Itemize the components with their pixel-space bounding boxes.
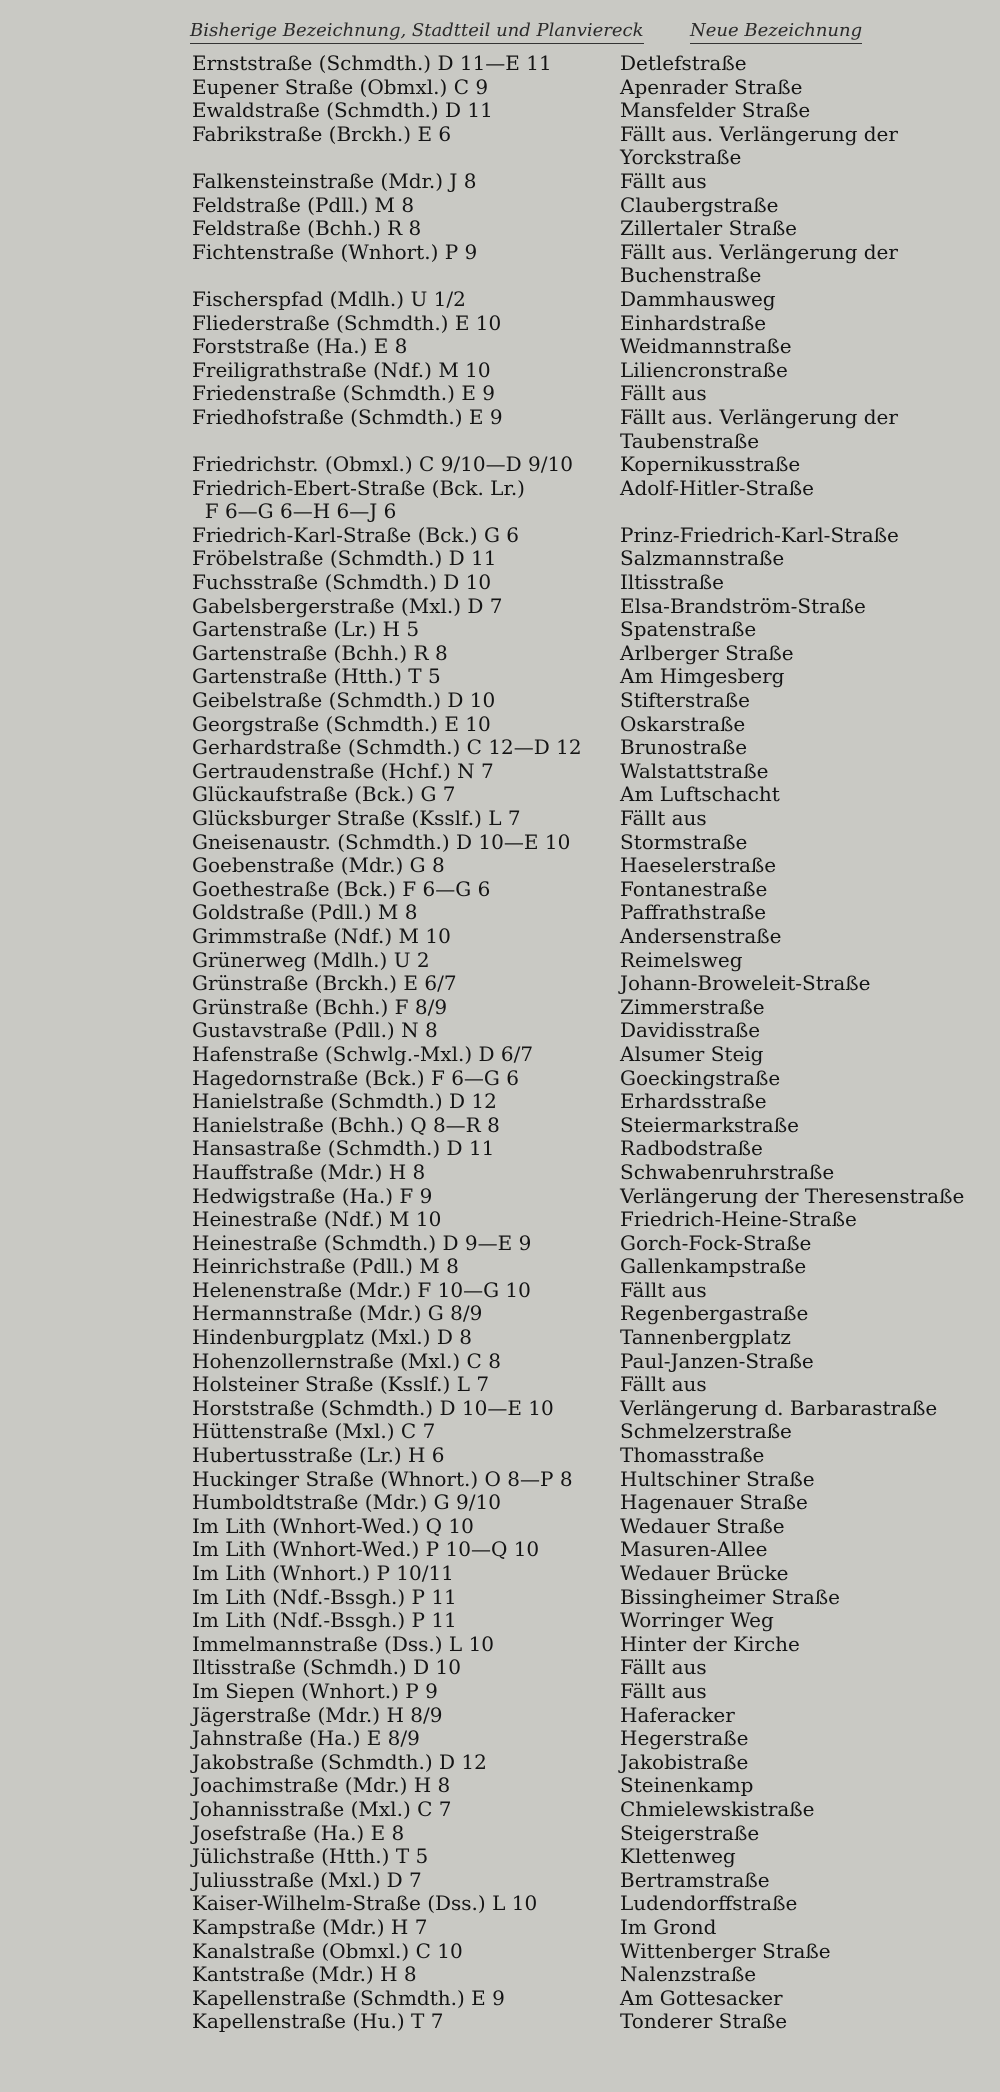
new-street-name: Hinter der Kirche: [620, 1631, 800, 1656]
old-street-name: Goethestraße (Bck.) F 6—G 6: [192, 876, 491, 901]
old-street-name: Kanalstraße (Obmxl.) C 10: [192, 1938, 463, 1963]
new-street-name: Chmielewskistraße: [620, 1796, 815, 1821]
new-street-name: Am Himgesberg: [620, 664, 785, 689]
old-street-name: Heinrichstraße (Pdll.) M 8: [192, 1254, 459, 1279]
list-item: [192, 1185, 987, 1209]
list-item: [192, 335, 987, 359]
new-street-name: Bissingheimer Straße: [620, 1584, 840, 1609]
old-street-name: Eupener Straße (Obmxl.) C 9: [192, 74, 489, 99]
old-street-name: Humboldtstraße (Mdr.) G 9/10: [192, 1490, 501, 1515]
list-item: [192, 1845, 987, 1869]
old-street-name: Friedenstraße (Schmdth.) E 9: [192, 381, 495, 406]
list-item: [192, 1114, 987, 1138]
old-street-name: Im Lith (Wnhort.) P 10/11: [192, 1561, 454, 1585]
list-item: [192, 1420, 987, 1444]
old-street-name: Freiligrathstraße (Ndf.) M 10: [192, 357, 491, 382]
list-item: [192, 1586, 987, 1610]
old-street-name: Ewaldstraße (Schmdth.) D 11: [192, 98, 493, 123]
new-street-name: Andersenstraße: [620, 923, 782, 948]
list-item: [192, 477, 987, 524]
list-item: [192, 1444, 987, 1468]
old-street-name: Immelmannstraße (Dss.) L 10: [192, 1631, 495, 1656]
old-street-name: Kaiser-Wilhelm-Straße (Dss.) L 10: [192, 1891, 538, 1916]
old-street-name: Fabrikstraße (Brckh.) E 6: [192, 121, 452, 146]
list-item: [192, 217, 987, 241]
old-street-name: Hafenstraße (Schwlg.-Mxl.) D 6/7: [192, 1041, 534, 1066]
list-item: [192, 1704, 987, 1728]
old-street-name: Jakobstraße (Schmdth.) D 12: [192, 1749, 487, 1774]
list-item: [192, 1255, 987, 1279]
old-street-name: Hanielstraße (Bchh.) Q 8—R 8: [192, 1112, 500, 1137]
old-street-name: Joachimstraße (Mdr.) H 8: [192, 1773, 451, 1798]
old-street-name: Fliederstraße (Schmdth.) E 10: [192, 310, 502, 335]
old-street-name: Grünstraße (Brckh.) E 6/7: [192, 971, 457, 996]
old-street-name: Fuchsstraße (Schmdth.) D 10: [192, 570, 492, 595]
list-item: [192, 547, 987, 571]
list-item: [192, 972, 987, 996]
old-street-name: Im Lith (Wnhort-Wed.) Q 10: [192, 1513, 474, 1538]
old-street-name: Hanielstraße (Schmdth.) D 12: [192, 1089, 497, 1114]
new-street-name: Walstattstraße: [620, 758, 769, 783]
new-street-name: Stormstraße: [620, 829, 748, 854]
new-street-name: Fällt aus: [620, 1678, 707, 1703]
list-item: [192, 288, 987, 312]
old-street-name: Huckinger Straße (Whnort.) O 8—P 8: [192, 1466, 573, 1491]
new-street-name: Am Gottesacker: [620, 1985, 783, 2010]
list-item: [192, 571, 987, 595]
new-street-name: Schwabenruhrstraße: [620, 1159, 835, 1184]
old-street-name: Hermannstraße (Mdr.) G 8/9: [192, 1301, 483, 1326]
list-item: [192, 1633, 987, 1657]
new-street-name: Verlängerung der Theresenstraße: [620, 1183, 965, 1208]
new-street-name: Tannenbergplatz: [620, 1325, 791, 1350]
list-item: [192, 831, 987, 855]
list-item: [192, 783, 987, 807]
new-street-name: Am Luftschacht: [620, 782, 780, 807]
new-street-name: Arlberger Straße: [620, 640, 794, 665]
new-street-name: Klettenweg: [620, 1844, 736, 1869]
new-street-name: Tonderer Straße: [620, 2009, 788, 2034]
new-street-name: Worringer Weg: [620, 1608, 774, 1633]
old-street-name: Josefstraße (Ha.) E 8: [192, 1820, 405, 1845]
new-street-name: Paul-Janzen-Straße: [620, 1348, 814, 1373]
old-street-name: Horststraße (Schmdth.) D 10—E 10: [192, 1395, 554, 1420]
new-street-name: Jakobistraße: [620, 1749, 749, 1774]
old-street-name: Geibelstraße (Schmdth.) D 10: [192, 688, 496, 713]
list-item: [192, 170, 987, 194]
new-street-name: Claubergstraße: [620, 192, 779, 217]
new-street-name: Verlängerung d. Barbarastraße: [620, 1395, 938, 1420]
old-street-name: Jahnstraße (Ha.) E 8/9: [192, 1726, 420, 1751]
old-street-name: Fischerspfad (Mdlh.) U 1/2: [192, 286, 466, 311]
list-item: [192, 1892, 987, 1916]
list-item: [192, 52, 987, 76]
list-item: [192, 406, 987, 453]
old-street-name: Im Lith (Ndf.-Bssgh.) P 11: [192, 1584, 457, 1609]
new-street-name: Fällt aus: [620, 381, 707, 406]
old-street-name: Gabelsbergerstraße (Mxl.) D 7: [192, 593, 503, 618]
list-item: [192, 241, 987, 288]
new-street-name: Wedauer Straße: [620, 1513, 785, 1538]
list-item: [192, 1043, 987, 1067]
new-street-name: Paffrathstraße: [620, 900, 767, 925]
old-street-name: Iltisstraße (Schmdh.) D 10: [192, 1655, 461, 1680]
column-headers: [190, 14, 863, 48]
new-street-name: Radbodstraße: [620, 1136, 763, 1161]
old-street-name: Gustavstraße (Pdll.) N 8: [192, 1018, 438, 1043]
list-item: [192, 76, 987, 100]
new-street-name: Wittenberger Straße: [620, 1938, 831, 1963]
list-item: [192, 1397, 987, 1421]
old-street-name: Jägerstraße (Mdr.) H 8/9: [192, 1702, 443, 1727]
old-street-name: Hindenburgplatz (Mxl.) D 8: [192, 1325, 472, 1350]
list-item: [192, 312, 987, 336]
new-street-name: Steinenkamp: [620, 1773, 754, 1798]
new-street-name: Schmelzerstraße: [620, 1419, 792, 1444]
new-street-name: Fällt aus. Verlängerung der Buchenstraße: [620, 239, 898, 288]
list-item: [192, 1090, 987, 1114]
list-item: [192, 1916, 987, 1940]
old-street-name: Gartenstraße (Htth.) T 5: [192, 664, 441, 689]
new-street-name: Fällt aus: [620, 1372, 707, 1397]
new-name-column-header: Neue Bezeichnung: [690, 20, 862, 44]
old-street-name: Fichtenstraße (Wnhort.) P 9: [192, 239, 478, 264]
old-street-name: Grünstraße (Bchh.) F 8/9: [192, 994, 448, 1019]
old-street-name: Helenenstraße (Mdr.) F 10—G 10: [192, 1277, 531, 1302]
list-item: [192, 1468, 987, 1492]
new-street-name: Masuren-Allee: [620, 1537, 768, 1562]
new-street-name: Adolf-Hitler-Straße: [620, 475, 814, 500]
new-street-name: Thomasstraße: [620, 1443, 765, 1468]
list-item: [192, 1680, 987, 1704]
new-street-name: Wedauer Brücke: [620, 1561, 789, 1585]
old-street-name: Friedrich-Karl-Straße (Bck.) G 6: [192, 522, 520, 547]
list-item: [192, 99, 987, 123]
old-street-name: Forststraße (Ha.) E 8: [192, 334, 408, 359]
list-item: [192, 1067, 987, 1091]
old-street-name: Glückaufstraße (Bck.) G 7: [192, 782, 456, 807]
list-item: [192, 1538, 987, 1562]
old-street-name: Friedhofstraße (Schmdth.) E 9: [192, 404, 503, 429]
list-item: [192, 1137, 987, 1161]
old-street-name: Juliusstraße (Mxl.) D 7: [192, 1867, 422, 1892]
list-item: [192, 453, 987, 477]
list-item: [192, 1727, 987, 1751]
new-street-name: Einhardstraße: [620, 310, 767, 335]
new-street-name: Apenrader Straße: [620, 74, 803, 99]
old-street-name: Hauffstraße (Mdr.) H 8: [192, 1159, 426, 1184]
new-street-name: Liliencronstraße: [620, 357, 788, 382]
list-item: [192, 1609, 987, 1633]
list-item: [192, 1656, 987, 1680]
new-street-name: Detlefstraße: [620, 51, 747, 75]
list-item: [192, 1869, 987, 1893]
new-street-name: Mansfelder Straße: [620, 98, 811, 123]
list-item: [192, 854, 987, 878]
list-item: [192, 1822, 987, 1846]
old-street-name: Hedwigstraße (Ha.) F 9: [192, 1183, 433, 1208]
new-street-name: Gorch-Fock-Straße: [620, 1230, 812, 1255]
old-street-name: Fröbelstraße (Schmdth.) D 11: [192, 546, 497, 571]
old-street-name: Holsteiner Straße (Ksslf.) L 7: [192, 1372, 490, 1397]
list-item: [192, 665, 987, 689]
new-street-name: Bertramstraße: [620, 1867, 770, 1892]
new-street-name: Fontanestraße: [620, 876, 768, 901]
old-street-name: Friedrichstr. (Obmxl.) C 9/10—D 9/10: [192, 452, 573, 477]
new-street-name: Ludendorffstraße: [620, 1891, 798, 1916]
new-street-name: Reimelsweg: [620, 947, 743, 972]
old-street-name: Heinestraße (Schmdth.) D 9—E 9: [192, 1230, 532, 1255]
list-item: [192, 382, 987, 406]
new-street-name: Regenbergastraße: [620, 1301, 809, 1326]
list-item: [192, 618, 987, 642]
new-street-name: Friedrich-Heine-Straße: [620, 1207, 857, 1232]
new-street-name: Haferacker: [620, 1702, 735, 1727]
new-street-name: Brunostraße: [620, 735, 748, 760]
old-street-name: Im Lith (Ndf.-Bssgh.) P 11: [192, 1608, 457, 1633]
old-street-name: Hohenzollernstraße (Mxl.) C 8: [192, 1348, 501, 1373]
old-street-name: Heinestraße (Ndf.) M 10: [192, 1207, 442, 1232]
old-street-name: Falkensteinstraße (Mdr.) J 8: [192, 168, 477, 193]
list-item: [192, 1774, 987, 1798]
list-item: [192, 713, 987, 737]
new-street-name: Steiermarkstraße: [620, 1112, 799, 1137]
new-street-name: Weidmannstraße: [620, 334, 792, 359]
list-item: [192, 925, 987, 949]
list-item: [192, 123, 987, 170]
new-street-name: Kopernikusstraße: [620, 452, 801, 477]
old-street-name: Hansastraße (Schmdth.) D 11: [192, 1136, 495, 1161]
old-street-name: Kantstraße (Mdr.) H 8: [192, 1962, 417, 1987]
list-item: [192, 1373, 987, 1397]
new-street-name: Salzmannstraße: [620, 546, 785, 571]
list-item: [192, 1326, 987, 1350]
list-item: [192, 949, 987, 973]
new-street-name: Erhardsstraße: [620, 1089, 767, 1114]
old-street-name: Goebenstraße (Mdr.) G 8: [192, 853, 445, 878]
old-street-name: Grünerweg (Mdlh.) U 2: [192, 947, 430, 972]
old-street-name: Jülichstraße (Htth.) T 5: [192, 1844, 429, 1869]
old-street-name: Gartenstraße (Lr.) H 5: [192, 617, 420, 642]
old-street-name: Kampstraße (Mdr.) H 7: [192, 1914, 428, 1939]
list-item: [192, 1232, 987, 1256]
list-item: [192, 1491, 987, 1515]
list-item: [192, 901, 987, 925]
new-street-name: Iltisstraße: [620, 570, 724, 595]
old-street-name: Im Lith (Wnhort-Wed.) P 10—Q 10: [192, 1537, 540, 1562]
new-street-name: Stifterstraße: [620, 688, 750, 713]
new-street-name: Zillertaler Straße: [620, 216, 798, 241]
old-street-name: Gertraudenstraße (Hchf.) N 7: [192, 758, 494, 783]
new-street-name: Steigerstraße: [620, 1820, 760, 1845]
new-street-name: Gallenkampstraße: [620, 1254, 807, 1279]
new-street-name: Davidisstraße: [620, 1018, 761, 1043]
old-street-name: Georgstraße (Schmdth.) E 10: [192, 711, 491, 736]
old-name-column-header: Bisherige Bezeichnung, Stadtteil und Planviereck: [190, 20, 644, 44]
old-street-name: Hubertusstraße (Lr.) H 6: [192, 1443, 445, 1468]
old-street-name: Gerhardstraße (Schmdth.) C 12—D 12: [192, 735, 582, 760]
list-item: [192, 996, 987, 1020]
old-street-name: Hüttenstraße (Mxl.) C 7: [192, 1419, 436, 1444]
list-item: [192, 595, 987, 619]
new-street-name: Fällt aus: [620, 168, 707, 193]
old-street-name: Friedrich-Ebert-Straße (Bck. Lr.) F 6—G 6—H 6—J 6: [192, 475, 525, 524]
new-street-name: Dammhausweg: [620, 286, 776, 311]
old-street-name: Ernststraße (Schmdth.) D 11—E 11: [192, 51, 552, 75]
old-street-name: Gneisenaustr. (Schmdth.) D 10—E 10: [192, 829, 571, 854]
old-street-name: Im Siepen (Wnhort.) P 9: [192, 1678, 438, 1703]
list-item: [192, 1279, 987, 1303]
new-street-name: Haeselerstraße: [620, 853, 777, 878]
list-item: [192, 1019, 987, 1043]
old-street-name: Johannisstraße (Mxl.) C 7: [192, 1796, 452, 1821]
street-rename-list: [192, 52, 987, 2034]
list-item: [192, 760, 987, 784]
list-item: [192, 1562, 987, 1586]
old-street-name: Kapellenstraße (Hu.) T 7: [192, 2009, 444, 2034]
old-street-name: Glücksburger Straße (Ksslf.) L 7: [192, 806, 521, 830]
list-item: [192, 1798, 987, 1822]
old-street-name: Kapellenstraße (Schmdth.) E 9: [192, 1985, 505, 2010]
list-item: [192, 194, 987, 218]
new-street-name: Goeckingstraße: [620, 1065, 781, 1090]
list-item: [192, 1987, 987, 2011]
list-item: [192, 1161, 987, 1185]
list-item: [192, 1515, 987, 1539]
new-street-name: Fällt aus. Verlängerung der Taubenstraße: [620, 404, 898, 453]
new-street-name: Im Grond: [620, 1914, 717, 1939]
old-street-name: Grimmstraße (Ndf.) M 10: [192, 923, 451, 948]
new-street-name: Oskarstraße: [620, 711, 746, 736]
list-item: [192, 524, 987, 548]
new-street-name: Nalenzstraße: [620, 1962, 757, 1987]
old-street-name: Goldstraße (Pdll.) M 8: [192, 900, 418, 925]
list-item: [192, 1350, 987, 1374]
new-street-name: Johann-Broweleit-Straße: [620, 971, 871, 996]
list-item: [192, 2010, 987, 2034]
list-item: [192, 1208, 987, 1232]
new-street-name: Hagenauer Straße: [620, 1490, 808, 1515]
list-item: [192, 1751, 987, 1775]
new-street-name: Zimmerstraße: [620, 994, 765, 1019]
list-item: [192, 807, 987, 831]
new-street-name: Hegerstraße: [620, 1726, 749, 1751]
list-item: [192, 642, 987, 666]
old-street-name: Gartenstraße (Bchh.) R 8: [192, 640, 448, 665]
new-street-name: Elsa-Brandström-Straße: [620, 593, 866, 618]
old-street-name: Feldstraße (Pdll.) M 8: [192, 192, 415, 217]
new-street-name: Fällt aus. Verlängerung der Yorckstraße: [620, 121, 898, 170]
old-street-name: Hagedornstraße (Bck.) F 6—G 6: [192, 1065, 519, 1090]
new-street-name: Hultschiner Straße: [620, 1466, 815, 1491]
new-street-name: Prinz-Friedrich-Karl-Straße: [620, 522, 899, 547]
list-item: [192, 1963, 987, 1987]
list-item: [192, 1940, 987, 1964]
list-item: [192, 736, 987, 760]
new-street-name: Fällt aus: [620, 806, 707, 830]
old-street-name: Feldstraße (Bchh.) R 8: [192, 216, 422, 241]
new-street-name: Fällt aus: [620, 1277, 707, 1302]
list-item: [192, 359, 987, 383]
list-item: [192, 878, 987, 902]
list-item: [192, 689, 987, 713]
new-street-name: Spatenstraße: [620, 617, 757, 642]
new-street-name: Alsumer Steig: [620, 1041, 764, 1066]
new-street-name: Fällt aus: [620, 1655, 707, 1680]
list-item: [192, 1302, 987, 1326]
